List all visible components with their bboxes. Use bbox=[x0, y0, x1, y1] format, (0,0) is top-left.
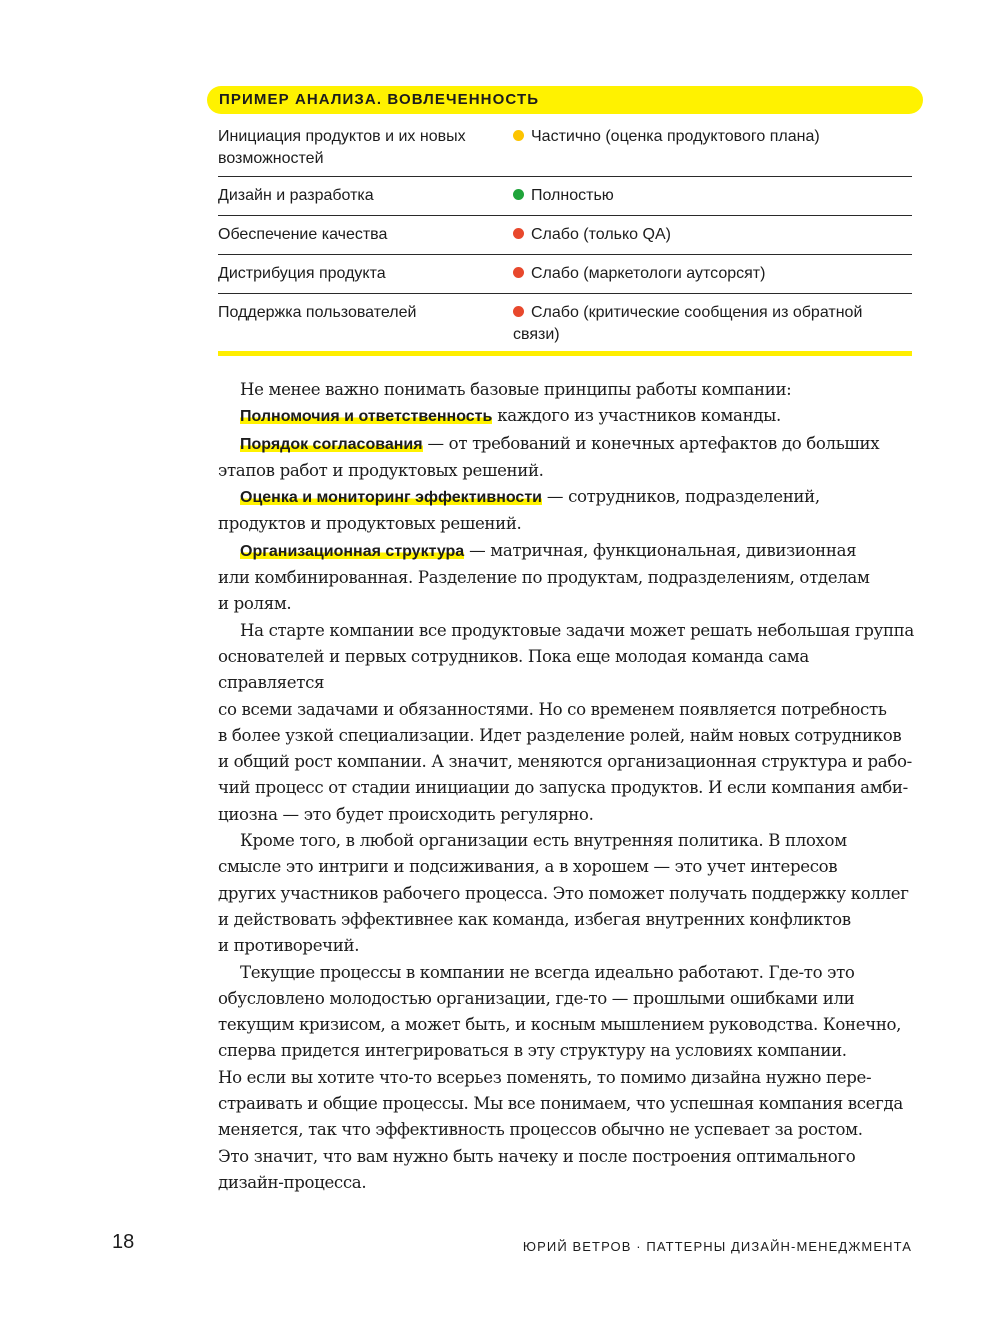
area-cell: Поддержка пользователей bbox=[218, 304, 417, 321]
running-footer-title: ЮРИЙ ВЕТРОВ · ПАТТЕРНЫ ДИЗАЙН-МЕНЕДЖМЕНТА bbox=[522, 1239, 912, 1254]
area-cell: Дистрибуция продукта bbox=[218, 265, 386, 282]
table-row bbox=[218, 294, 912, 356]
status-text: Слабо (маркетологи аутсорсят) bbox=[531, 265, 766, 282]
body-text: Не менее важно понимать базовые принципы работы компании: Полномочия и ответственность каждого из участников команды. Порядок согласования — от требований и конечных артефактов до больших этапов работ и продуктовых решений. Оценка и мониторинг эффективности — сотрудников, подразделений, продуктов и продуктовых решений. Организационная структура — матричная, функциональная, дивизионная или комбинированная. Разделение по продуктам, подразделениям, отделам и ролям. На старте компании все продуктовые задачи может решать небольшая группа основателей и первых сотрудников. Пока еще молодая команда сама справляется со всеми задачами и обязанностями. Но со временем появляется потребность в более узкой специализации. Идет разделение ролей, найм новых сотрудников и общий рост компании. А значит, меняются организационная структура и рабо- чий процесс от стадии инициации до запуска продуктов. И если компания амби- циозна — это будет происходить регулярно. Кроме того, в любой организации есть внутренняя политика. В плохом смысле это интриги и подсиживания, а в хорошем — это учет интересов других участников рабочего процесса. Это поможет получать поддержку коллег и действовать эффективнее как команда, избегая внутренних конфликтов и противоречий. Текущие процессы в компании не всегда идеально работают. Где-то это обусловлено молодостью организации, где-то — прошлыми ошибками или текущим кризисом, а может быть, и косным мышлением руководства. Конечно, сперва придется интегрироваться в эту структуру на условиях компании. Но если вы хотите что-то всерьез поменять, то помимо дизайна нужно пере- страивать и общие процессы. Мы все понимаем, что успешная компания всегда меняется, так что эффективность процессов обычно не успевает за ростом. Это значит, что вам нужно быть начеку и после построения оптимального дизайн-процесса. bbox=[218, 377, 918, 1196]
table-row bbox=[218, 255, 912, 294]
status-cell bbox=[513, 126, 912, 168]
status-text: Полностью bbox=[531, 187, 614, 204]
table-row bbox=[218, 216, 912, 255]
table-row bbox=[218, 177, 912, 216]
highlighted-term: Порядок согласования bbox=[240, 435, 423, 453]
intro-paragraph: Не менее важно понимать базовые принципы работы компании: bbox=[240, 380, 792, 399]
status-cell bbox=[513, 302, 912, 343]
status-dot-partial bbox=[513, 130, 524, 141]
paragraph-processes: Текущие процессы в компании не всегда идеально работают. Где-то это bbox=[240, 962, 855, 982]
area-cell: Дизайн и разработка bbox=[218, 187, 374, 204]
highlighted-term: Оценка и мониторинг эффективности bbox=[240, 489, 542, 507]
table-title: ПРИМЕР АНАЛИЗА. ВОВЛЕЧЕННОСТЬ bbox=[207, 86, 923, 114]
principle-efficiency: Оценка и мониторинг эффективности — сотрудников, подразделений, bbox=[240, 487, 820, 507]
area-cell: Обеспечение качества bbox=[218, 226, 388, 243]
principle-approval: Порядок согласования — от требований и конечных артефактов до больших bbox=[240, 433, 880, 453]
area-cell: Инициация продуктов и их новых возможностей bbox=[218, 128, 466, 167]
status-dot-weak bbox=[513, 306, 524, 317]
page-number: 18 bbox=[112, 1231, 135, 1253]
status-dot-full bbox=[513, 189, 524, 200]
status-dot-weak bbox=[513, 267, 524, 278]
paragraph-politics: Кроме того, в любой организации есть внутренняя политика. В плохом bbox=[240, 831, 847, 851]
principle-structure: Организационная структура — матричная, функциональная, дивизионная bbox=[240, 540, 857, 560]
status-cell bbox=[513, 263, 912, 285]
status-text: Слабо (критические сообщения из обратной связи) bbox=[513, 304, 863, 343]
paragraph-growth: На старте компании все продуктовые задачи может решать небольшая группа bbox=[240, 620, 914, 640]
highlighted-term: Организационная структура bbox=[240, 542, 465, 560]
table-row bbox=[218, 118, 912, 177]
highlighted-term: Полномочия и ответственность bbox=[240, 408, 493, 426]
status-dot-weak bbox=[513, 228, 524, 239]
principle-authority: Полномочия и ответственность каждого из участников команды. bbox=[240, 406, 781, 426]
status-cell bbox=[513, 185, 912, 207]
status-cell bbox=[513, 224, 912, 246]
engagement-table bbox=[218, 118, 912, 356]
status-text: Слабо (только QA) bbox=[531, 226, 671, 243]
status-text: Частично (оценка продуктового плана) bbox=[531, 128, 820, 145]
